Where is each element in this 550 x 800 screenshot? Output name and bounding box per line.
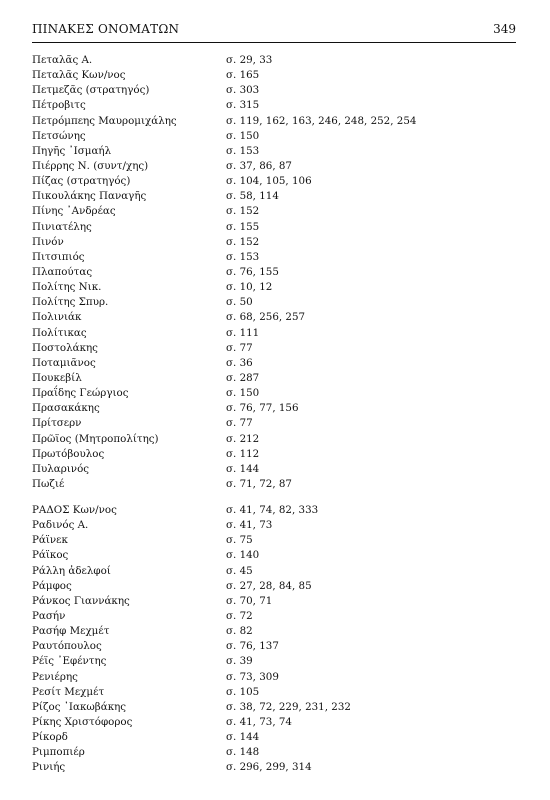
entry-pages: σ. 41, 74, 82, 333 xyxy=(226,504,319,516)
entry-name: Ράλλη ἀδελφοί xyxy=(32,564,111,577)
entry-pages: σ. 77 xyxy=(226,341,253,354)
entry-name: Ρασήν xyxy=(32,609,66,622)
entry-name: Πιέρρης Ν. (συντ/χης) xyxy=(32,159,149,172)
entry-pages: σ. 73, 309 xyxy=(226,670,279,683)
entry-name: Πολινιάκ xyxy=(32,311,82,324)
index-entry xyxy=(32,594,516,609)
entry-name: Ρινιής xyxy=(32,761,66,774)
entry-pages: σ. 150 xyxy=(226,129,260,142)
index-section-pi xyxy=(32,53,516,492)
index-entry xyxy=(32,624,516,639)
index-entry xyxy=(32,174,516,189)
entry-pages: σ. 39 xyxy=(226,655,253,668)
index-entry xyxy=(32,53,516,68)
entry-pages: σ. 70, 71 xyxy=(226,594,273,607)
entry-pages: σ. 72 xyxy=(226,609,253,622)
index-entry xyxy=(32,386,516,401)
entry-pages: σ. 303 xyxy=(226,84,260,97)
entry-pages: σ. 75 xyxy=(226,534,253,547)
index-entry xyxy=(32,235,516,250)
entry-name: Ποταμιᾶνος xyxy=(32,356,96,369)
entry-name: Ρίκης Χριστόφορος xyxy=(32,715,133,728)
entry-pages: σ. 148 xyxy=(226,746,260,759)
index-entry xyxy=(32,533,516,548)
entry-pages: σ. 165 xyxy=(226,69,260,82)
index-entry xyxy=(32,745,516,760)
entry-pages: σ. 104, 105, 106 xyxy=(226,175,312,188)
entry-name: Πινιατέλης xyxy=(32,220,92,233)
entry-name: Πετρόμπεης Μαυρομιχάλης xyxy=(32,114,177,127)
entry-name: Πρασακάκης xyxy=(32,402,100,415)
entry-name: Ράμφος xyxy=(32,579,72,592)
header-rule xyxy=(32,42,516,43)
entry-name: Πρωτόβουλος xyxy=(32,447,105,460)
entry-name: Ραυτόπουλος xyxy=(32,640,102,653)
index-entry xyxy=(32,548,516,563)
index-entry xyxy=(32,579,516,594)
index-entry xyxy=(32,98,516,113)
index-entry xyxy=(32,68,516,83)
entry-name: Πλαπούτας xyxy=(32,265,93,278)
entry-name: Πίνης ᾿Ανδρέας xyxy=(32,205,116,218)
index-entry xyxy=(32,114,516,129)
entry-name: Πετσώνης xyxy=(32,129,86,142)
entry-pages: σ. 27, 28, 84, 85 xyxy=(226,579,312,592)
index-entry xyxy=(32,654,516,669)
entry-name: Πραΐδης Γεώργιος xyxy=(32,387,129,400)
index-entry xyxy=(32,416,516,431)
entry-name: Πουκεβίλ xyxy=(32,371,82,384)
index-entry xyxy=(32,670,516,685)
entry-name: Πετμεζᾶς (στρατηγός) xyxy=(32,84,150,97)
index-entry xyxy=(32,564,516,579)
entry-pages: σ. 144 xyxy=(226,731,260,744)
entry-name: Ποστολάκης xyxy=(32,341,98,354)
entry-pages: σ. 76, 155 xyxy=(226,265,279,278)
entry-name: Ρενιέρης xyxy=(32,670,78,683)
entry-name: Πεταλᾶς Α. xyxy=(32,54,93,66)
entry-name: Ράϊνεκ xyxy=(32,534,68,547)
index-section-rho xyxy=(32,503,516,776)
entry-pages: σ. 111 xyxy=(226,326,260,339)
index-entry xyxy=(32,730,516,745)
entry-pages: σ. 76, 77, 156 xyxy=(226,402,299,415)
index-entry xyxy=(32,715,516,730)
entry-name: Ρασήφ Μεχμέτ xyxy=(32,625,110,638)
index-entry xyxy=(32,462,516,477)
index-entry xyxy=(32,700,516,715)
entry-name: Πιτσιπιός xyxy=(32,250,85,263)
entry-pages: σ. 58, 114 xyxy=(226,190,279,203)
entry-name: Ριμποπιέρ xyxy=(32,746,85,759)
entry-pages: σ. 82 xyxy=(226,625,253,638)
index-entry xyxy=(32,609,516,624)
index-entry xyxy=(32,280,516,295)
index-entry xyxy=(32,295,516,310)
index-entry xyxy=(32,447,516,462)
entry-name: Ράϊκος xyxy=(32,549,69,562)
index-entry xyxy=(32,129,516,144)
entry-pages: σ. 76, 137 xyxy=(226,640,279,653)
entry-pages: σ. 315 xyxy=(226,99,260,112)
entry-pages: σ. 112 xyxy=(226,447,260,460)
entry-pages: σ. 68, 256, 257 xyxy=(226,311,306,324)
entry-pages: σ. 71, 72, 87 xyxy=(226,477,292,490)
index-entry xyxy=(32,265,516,280)
entry-pages: σ. 10, 12 xyxy=(226,281,273,294)
index-entry xyxy=(32,503,516,518)
index-entry xyxy=(32,159,516,174)
entry-pages: σ. 153 xyxy=(226,144,260,157)
entry-pages: σ. 119, 162, 163, 246, 248, 252, 254 xyxy=(226,114,417,127)
entry-name: Ρίζος ᾿Ιακωβάκης xyxy=(32,700,127,713)
entry-pages: σ. 41, 73 xyxy=(226,519,273,532)
running-title: ΠΙΝΑΚΕΣ ΟΝΟΜΑΤΩΝ xyxy=(32,22,180,36)
entry-pages: σ. 152 xyxy=(226,205,260,218)
entry-name: Πυλαρινός xyxy=(32,462,90,475)
index-entry xyxy=(32,250,516,265)
index-entry xyxy=(32,204,516,219)
index-entry xyxy=(32,356,516,371)
index-entry xyxy=(32,144,516,159)
entry-pages: σ. 140 xyxy=(226,549,260,562)
entry-name: Πίζας (στρατηγός) xyxy=(32,175,131,188)
entry-pages: σ. 77 xyxy=(226,417,253,430)
index-entry xyxy=(32,685,516,700)
entry-pages: σ. 296, 299, 314 xyxy=(226,761,312,774)
index-entry xyxy=(32,477,516,492)
entry-name: Ρίκορδ xyxy=(32,731,68,744)
entry-pages: σ. 36 xyxy=(226,356,253,369)
entry-pages: σ. 212 xyxy=(226,432,260,445)
entry-pages: σ. 41, 73, 74 xyxy=(226,715,292,728)
entry-pages: σ. 105 xyxy=(226,685,260,698)
entry-pages: σ. 50 xyxy=(226,296,253,309)
entry-pages: σ. 155 xyxy=(226,220,260,233)
entry-name: Πολίτης Νικ. xyxy=(32,281,102,294)
entry-name: Ρέϊς ᾿Εφέντης xyxy=(32,655,107,668)
index-entry xyxy=(32,639,516,654)
index-entry xyxy=(32,371,516,386)
entry-name: Πολίτικας xyxy=(32,326,87,339)
page-number: 349 xyxy=(493,22,516,36)
index-entry xyxy=(32,432,516,447)
entry-name: Πικουλάκης Παναγῆς xyxy=(32,190,147,203)
index-entry xyxy=(32,310,516,325)
entry-name: Πρῶϊος (Μητροπολίτης) xyxy=(32,432,159,445)
entry-pages: σ. 153 xyxy=(226,250,260,263)
entry-pages: σ. 152 xyxy=(226,235,260,248)
entry-pages: σ. 38, 72, 229, 231, 232 xyxy=(226,700,351,713)
index-entry xyxy=(32,189,516,204)
page-header xyxy=(32,22,516,36)
entry-name: Ράνκος Γιαννάκης xyxy=(32,594,130,607)
index-entry xyxy=(32,341,516,356)
entry-name: Ρεσίτ Μεχμέτ xyxy=(32,685,105,698)
entry-name: Πηγῆς ᾿Ισμαήλ xyxy=(32,144,112,157)
entry-name: Πεταλᾶς Κων/νος xyxy=(32,69,126,82)
entry-pages: σ. 150 xyxy=(226,387,260,400)
entry-name: Πρίτσερν xyxy=(32,417,82,430)
index-entry xyxy=(32,220,516,235)
entry-pages: σ. 45 xyxy=(226,564,253,577)
index-entry xyxy=(32,83,516,98)
entry-name: Πωζιέ xyxy=(32,477,65,490)
index-entry xyxy=(32,326,516,341)
entry-name: Πέτροβιτς xyxy=(32,99,86,112)
entry-name: Πολίτης Σπυρ. xyxy=(32,296,109,309)
entry-pages: σ. 37, 86, 87 xyxy=(226,159,292,172)
index-entry xyxy=(32,518,516,533)
entry-name: Ραδινός Α. xyxy=(32,519,89,532)
entry-pages: σ. 144 xyxy=(226,462,260,475)
index-entry xyxy=(32,760,516,775)
entry-name: ΡΑΔΟΣ Κων/νος xyxy=(32,504,117,516)
entry-pages: σ. 29, 33 xyxy=(226,54,273,66)
entry-pages: σ. 287 xyxy=(226,371,260,384)
entry-name: Πινόν xyxy=(32,235,64,248)
index-entry xyxy=(32,401,516,416)
